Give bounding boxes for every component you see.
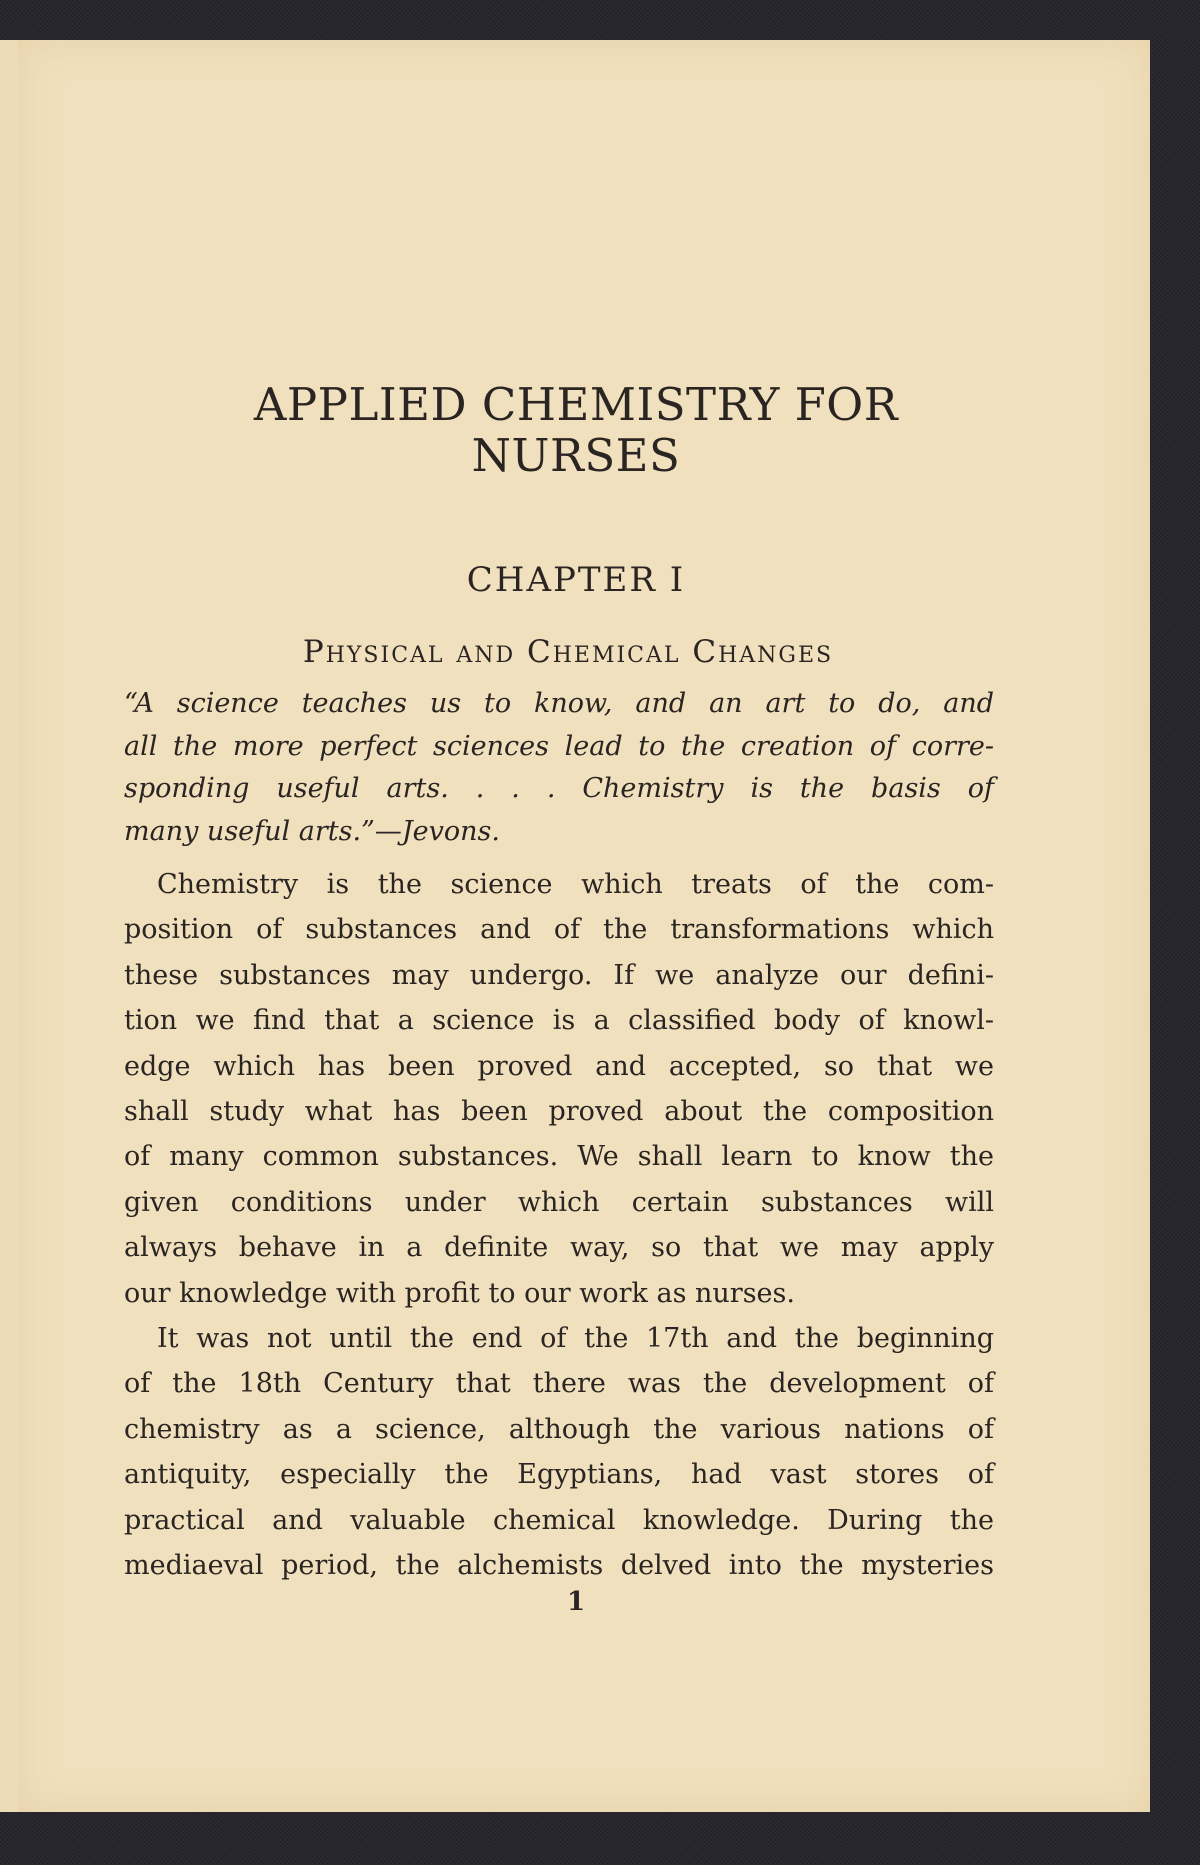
book-page	[18, 40, 1150, 1812]
body-text-line: our knowledge with profit to our work as nurses.	[124, 1277, 795, 1309]
body-text-line: edge which has been proved and accepted, so that we	[124, 1050, 994, 1082]
body-text-line: mediaeval period, the alchemists delved into the mysteries	[124, 1550, 994, 1581]
book-title-line-2: NURSES	[471, 429, 681, 482]
epigraph-line: all the more perfect sciences lead to the creation of corre-	[124, 730, 994, 762]
body-text-line: tion we find that a science is a classified body of knowl-	[124, 1005, 994, 1037]
body-text-line: these substances may undergo. If we analyze our defini-	[124, 959, 994, 991]
page-number: 1	[566, 1587, 586, 1617]
chapter-heading: CHAPTER I	[466, 560, 686, 600]
body-text-line: It was not until the end of the 17th and the beginning	[157, 1323, 994, 1354]
epigraph-line: “A science teaches us to know, and an art to do, and	[124, 688, 994, 719]
body-text-line: practical and valuable chemical knowledge. During the	[124, 1504, 994, 1536]
chapter-title: Physical and Chemical Changes	[302, 634, 834, 670]
body-text-line: chemistry as a science, although the various nations of	[124, 1413, 994, 1445]
body-text-line: Chemistry is the science which treats of the com-	[157, 869, 994, 900]
epigraph-line: many useful arts.”—Jevons.	[124, 816, 500, 848]
body-text-line: antiquity, especially the Egyptians, had vast stores of	[124, 1459, 994, 1491]
body-text-line: position of substances and of the transformations which	[124, 914, 994, 946]
body-text-line: always behave in a definite way, so that we may apply	[124, 1232, 994, 1264]
body-text-line: of many common substances. We shall learn to know the	[124, 1141, 994, 1173]
body-text-line: of the 18th Century that there was the development of	[124, 1368, 994, 1400]
epigraph-line: sponding useful arts. . . . Chemistry is the basis of	[124, 773, 994, 805]
book-title-line-1: APPLIED CHEMISTRY FOR	[253, 378, 899, 431]
body-text-line: shall study what has been proved about the composition	[124, 1096, 994, 1127]
body-text-line: given conditions under which certain substances will	[124, 1186, 994, 1218]
